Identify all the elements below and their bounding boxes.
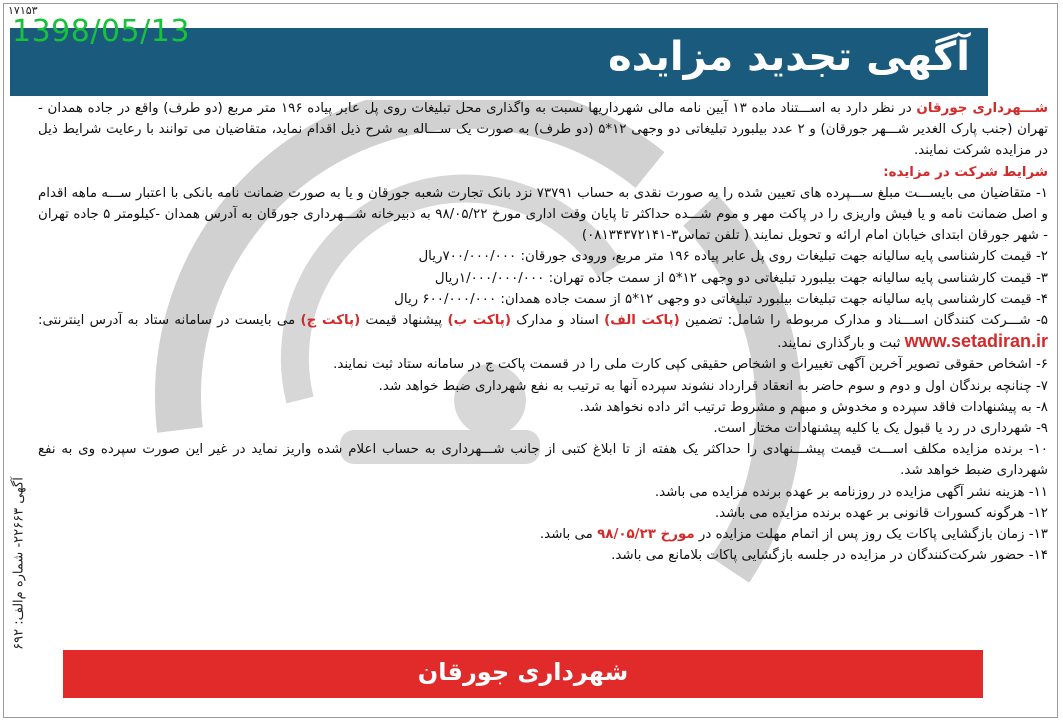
- condition-item-3: ۳- قیمت کارشناسی پایه سالیانه جهت بیلبورد تبلیغاتی دو وجهی ۱۲*۵ از سمت جاده تهران: ۱/۰۰۰/۰۰۰/۰۰۰ریال: [434, 270, 1048, 286]
- item5-text-3: پیشنهاد قیمت: [360, 313, 448, 329]
- header-side-strip: [988, 28, 1050, 96]
- item5-text-1: ۵- شـــرکت کنندگان اســـناد و مدارک مربوطه را شامل: تضمین: [679, 313, 1048, 329]
- footer-banner: [63, 650, 983, 698]
- condition-item-9: ۹- شهرداری در رد یا قبول یک یا کلیه پیشنهادات مختار است.: [713, 421, 1048, 437]
- header-title: آگهی تجدید مزایده: [608, 34, 970, 80]
- footer-title: شهرداری جورقان: [417, 658, 629, 686]
- condition-item-4: ۴- قیمت کارشناسی پایه سالیانه جهت تبلیغات بیلبورد تبلیغاتی دو وجهی ۱۲*۵ از سمت جاده همدان: ۶۰۰/۰۰۰/۰۰۰ ریال: [394, 291, 1048, 307]
- packet-c-label: (پاکت ج): [300, 313, 361, 329]
- condition-item-14: ۱۴- حضور شرکت‌کنندگان در مزایده در جلسه بازگشایی پاکات بلامانع می باشد.: [611, 548, 1048, 564]
- condition-item-1: ۱- متقاضیان می بایســـت مبلغ ســـپرده های تعیین شده را به صورت نقدی به حساب ۷۳۷۹۱ نزد بانک تجارت شعبه جورقان و یا به صورت ضمانت نامه بانکی با اعتبار ســـه ماهه اقدام و اصل ضمانت نامه و یا فیش واریزی را در پاکت مهر و موم شـــده حداکثر تا پایان وقت اداری مورخ ۹۸/۰۵/۲۲ به دبیرخانه شـــهرداری جورقان به آدرس همدان -کیلومتر ۵ جاده تهران - شهر جورقان ابتدای خیابان امام ارائه و تحویل نمایند ( تلفن تماس۳-۰۸۱۳۴۳۷۲۱۴۱): [38, 185, 1048, 244]
- setadiran-link[interactable]: www.setadiran.ir: [904, 331, 1048, 352]
- condition-item-10: ۱۰- برنده مزایده مکلف اســـت قیمت پیشـــنهادی را حداکثر یک هفته از تا ابلاغ کتبی از جانب شـــهرداری به حساب اعلام شده واریز نماید در غیر این صورت سپرده وی به نفع شهرداری ضبط خواهد شد.: [38, 442, 1048, 479]
- condition-item-8: ۸- به پیشنهادات فاقد سپرده و مخدوش و مبهم و مشروط ترتیب اثر داده نخواهد شد.: [579, 399, 1048, 415]
- item5-text-4: می بایست در سامانه ستاد به آدرس اینترنتی:: [38, 313, 301, 329]
- condition-item-7: ۷- چنانچه برندگان اول و دوم و سوم حاضر به انعقاد قرارداد نشوند سپرده آنها به ترتیب به نفع شهرداری ضبط خواهد شد.: [378, 378, 1048, 394]
- intro-paragraph: [38, 98, 1048, 162]
- item5-text-5: ثبت و بارگذاری نمایند.: [777, 336, 905, 352]
- condition-item-11: ۱۱- هزینه نشر آگهی مزایده در روزنامه بر عهده برنده مزایده می باشد.: [654, 484, 1048, 500]
- condition-item-6: ۶- اشخاص حقوقی تصویر آخرین آگهی تغییرات و اشخاص حقیقی کپی کارت ملی را در قسمت پاکت ج در سامانه ستاد ثبت نمایند.: [333, 357, 1048, 373]
- condition-item-12: ۱۲- هرگونه کسورات قانونی بر عهده برنده مزایده می باشد.: [714, 505, 1048, 521]
- intro-text: در نظر دارد به اســـتناد ماده ۱۳ آیین نامه مالی شهرداریها نسبت به واگذاری محل تبلیغات روی پل عابر پیاده ۱۹۶ متر مربع (دو طرف) واقع در جاده همدان - تهران (جنب پارک الغدیر شـــهر جورقان) و ۲ عدد بیلبورد تبلیغاتی دو وجهی ۱۲*۵ (دو طرف) به صورت یک ســـاله به شرح ذیل اقدام نماید، متقاضیان می توانند با رعایت شرایط ذیل در مزایده شرکت نمایند.: [38, 101, 1048, 159]
- packet-a-label: (پاکت الف): [604, 313, 680, 329]
- item13-text-1: ۱۳- زمان بازگشایی پاکات یک روز پس از اتمام مهلت مزایده در: [694, 527, 1048, 543]
- conditions-title: شرایط شرکت در مزایده:: [883, 164, 1048, 180]
- item13-text-2: می باشد.: [539, 527, 598, 543]
- condition-item-13: [38, 524, 1048, 545]
- side-note-text: آگهی ۲۲۶۶۳- شماره م‌الف: ۶۹۲: [11, 477, 27, 650]
- side-note: [4, 470, 30, 670]
- date-stamp: 1398/05/13: [12, 14, 190, 49]
- org-name: شـــهرداری جورقان: [916, 101, 1049, 116]
- ad-body: [38, 98, 1048, 566]
- ad-code: ۱۷۱۵۳: [8, 4, 38, 17]
- condition-item-2: ۲- قیمت کارشناسی پایه سالیانه جهت تبلیغات روی پل عابر پیاده ۱۹۶ متر مربع، ورودی جورقان: ۷۰۰/۰۰۰/۰۰۰ریال: [418, 249, 1048, 265]
- condition-item-5: [38, 310, 1048, 354]
- opening-date: مورخ ۹۸/۰۵/۲۳: [597, 527, 695, 543]
- item5-text-2: اسناد و مدارک: [510, 313, 605, 329]
- packet-b-label: (پاکت ب): [447, 313, 511, 329]
